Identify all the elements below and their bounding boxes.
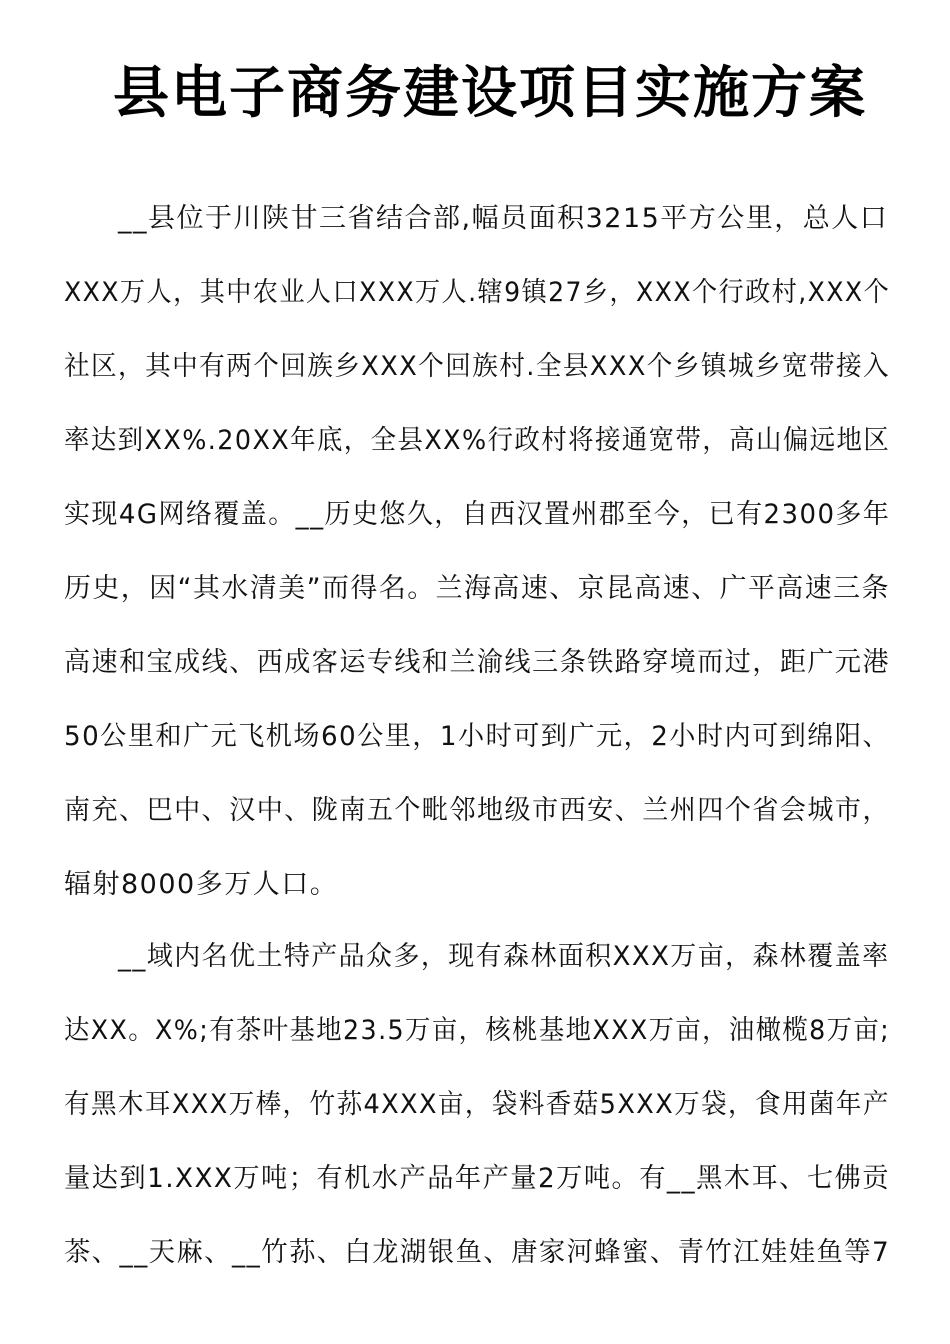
paragraph-line: 率达到XX%.20XX年底，全县XX%行政村将接通宽带，高山偏远地区	[64, 425, 891, 456]
paragraph-local-products	[64, 920, 890, 1290]
paragraph-line: 有黑木耳XXX万棒，竹荪4XXX亩，袋料香菇5XXX万袋，食用菌年产	[64, 1089, 890, 1120]
paragraph-line: XXX万人，其中农业人口XXX万人.辖9镇27乡，XXX个行政村,XXX个	[64, 277, 891, 308]
paragraph-line: 社区，其中有两个回族乡XXX个回族村.全县XXX个乡镇城乡宽带接入	[64, 351, 891, 382]
paragraph-line: 量达到1.XXX万吨；有机水产品年产量2万吨。有__黑木耳、七佛贡	[64, 1163, 890, 1194]
paragraph-line: 辐射8000多万人口。	[64, 869, 339, 900]
paragraph-line: 50公里和广元飞机场60公里，1小时可到广元，2小时内可到绵阳、	[64, 721, 891, 752]
paragraph-location-overview	[64, 182, 890, 922]
paragraph-line: 高速和宝成线、西成客运专线和兰渝线三条铁路穿境而过，距广元港	[64, 647, 890, 678]
paragraph-line: __域内名优土特产品众多，现有森林面积XXX万亩，森林覆盖率	[118, 941, 890, 972]
paragraph-line: __县位于川陕甘三省结合部,幅员面积3215平方公里，总人口	[118, 203, 889, 234]
document-title: 县电子商务建设项目实施方案	[113, 61, 867, 126]
paragraph-line: 达XX。X%;有茶叶基地23.5万亩，核桃基地XXX万亩，油橄榄8万亩;	[64, 1015, 891, 1046]
paragraph-line: 南充、巴中、汉中、陇南五个毗邻地级市西安、兰州四个省会城市，	[64, 795, 890, 826]
paragraph-line: 历史，因“其水清美”而得名。兰海高速、京昆高速、广平高速三条	[64, 573, 890, 604]
paragraph-line: 实现4G网络覆盖。__历史悠久，自西汉置州郡至今，已有2300多年	[64, 499, 891, 530]
paragraph-line: 茶、__天麻、__竹荪、白龙湖银鱼、唐家河蜂蜜、青竹江娃娃鱼等7	[64, 1237, 891, 1268]
